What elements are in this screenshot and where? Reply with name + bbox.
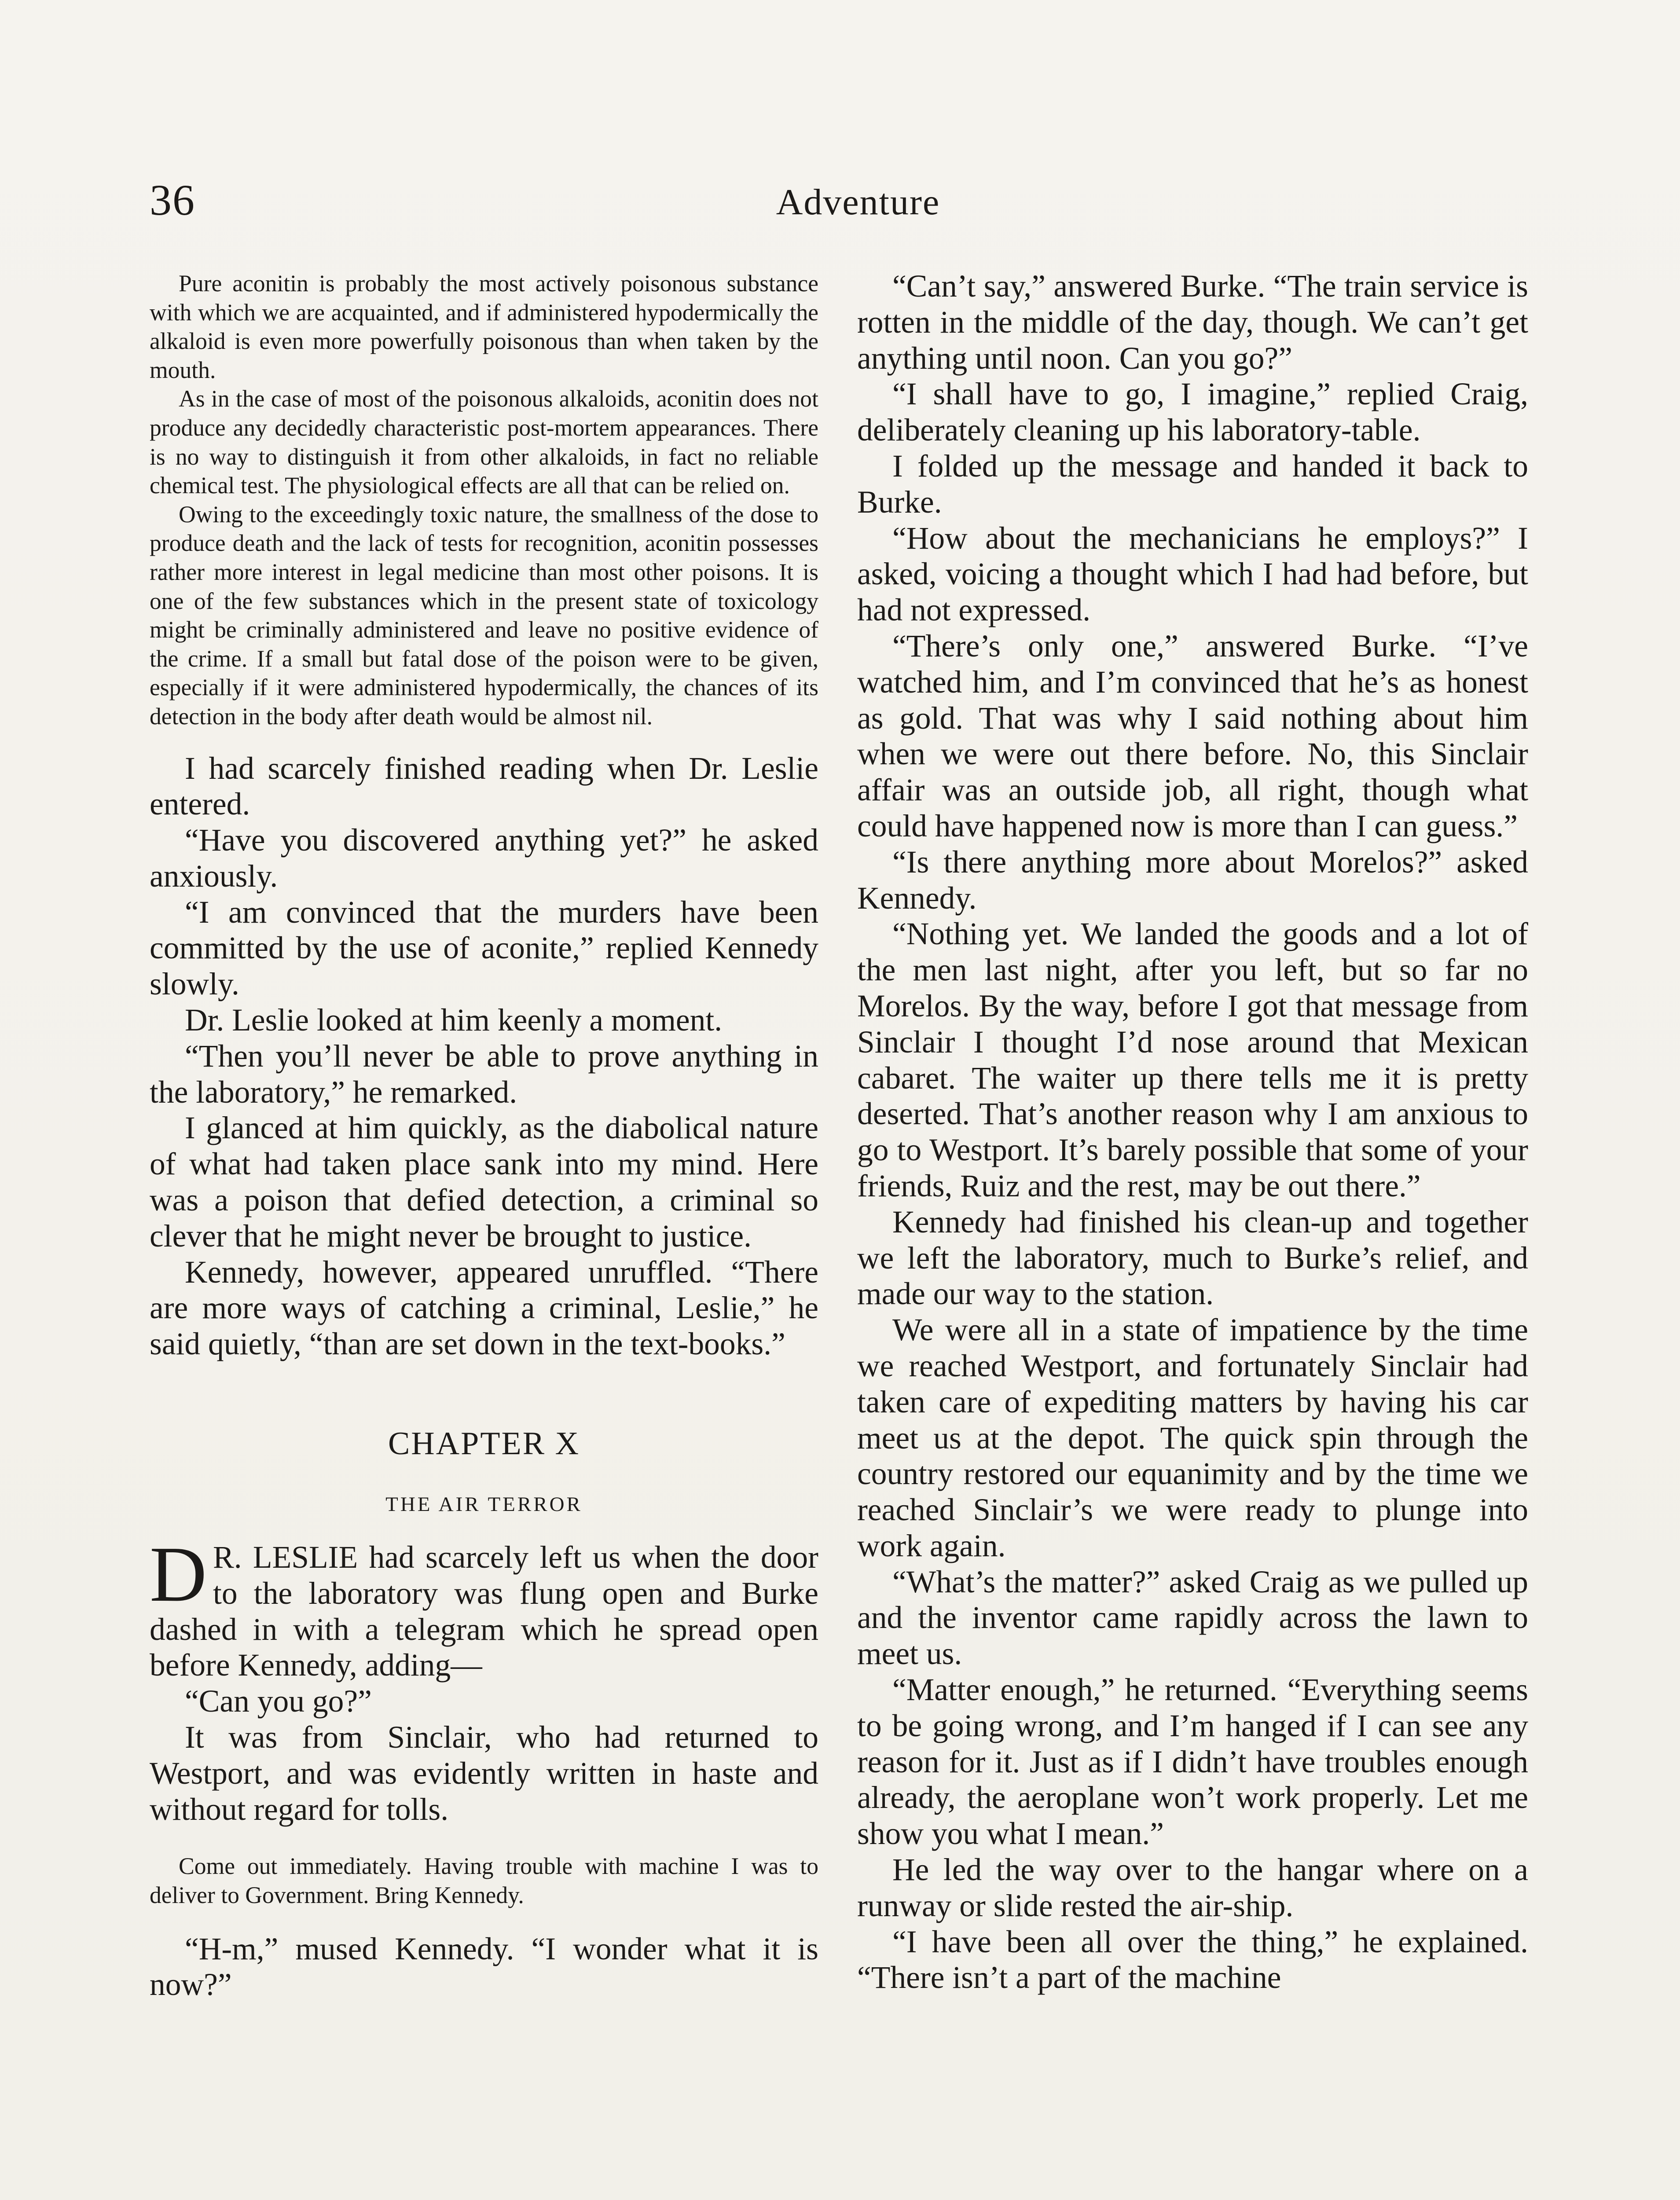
body-paragraph: “There’s only one,” answered Burke. “I’ve watched him, and I’m convinced that he’s as honest as gold. That was why I said nothing about him when we were out there before. No, this Sinclair affair was an outside job, all right, though what could have happened now is more than I can guess.” bbox=[857, 628, 1528, 843]
chapter-subtitle: THE AIR TERROR bbox=[385, 1493, 583, 1516]
body-paragraph: “Nothing yet. We landed the goods and a lot of the men last night, after you left, but so far no Morelos. By the way, before I got that message from Sinclair I thought I’d nose around that Mexican cabaret. The waiter up there tells me it is pretty deserted. That’s another reason why I am anxious to go to Westport. It’s barely possible that some of your friends, Ruiz and the rest, may be out there.” bbox=[857, 917, 1528, 1203]
body-paragraph: “Matter enough,” he returned. “Everything seems to be going wrong, and I’m hanged if I can see any reason for it. Just as if I didn’t have troubles enough already, the aeroplane won’t work properly. Let me show you what I mean.” bbox=[857, 1672, 1528, 1852]
body-paragraph: Dr. Leslie looked at him keenly a moment. bbox=[185, 1003, 723, 1038]
body-paragraph: “Can you go?” bbox=[185, 1684, 372, 1719]
chapter-title: CHAPTER X bbox=[388, 1426, 580, 1462]
telegram-text: Come out immediately. Having trouble with machine I was to deliver to Government. Bring Kennedy. bbox=[150, 1853, 818, 1909]
right-column bbox=[857, 268, 1528, 1996]
running-head-title: Adventure bbox=[776, 182, 940, 223]
body-paragraph: Kennedy, however, appeared unruffled. “There are more ways of catching a criminal, Leslie,” he said quietly, “than are set down in the text-books.” bbox=[150, 1254, 818, 1362]
body-paragraph: “Can’t say,” answered Burke. “The train service is rotten in the middle of the day, though. We can’t get anything until noon. Can you go?” bbox=[857, 269, 1528, 376]
body-paragraph: “I am convinced that the murders have been committed by the use of aconite,” replied Kennedy slowly. bbox=[150, 895, 818, 1002]
page-number: 36 bbox=[150, 176, 195, 224]
body-paragraph: “I shall have to go, I imagine,” replied Craig, deliberately cleaning up his laboratory-table. bbox=[857, 377, 1528, 448]
body-paragraph: “Have you discovered anything yet?” he asked anxiously. bbox=[150, 823, 818, 894]
body-paragraph: I glanced at him quickly, as the diabolical nature of what had taken place sank into my mind. Here was a poison that defied detection, a criminal so clever that he might never be brought to justice. bbox=[150, 1111, 818, 1254]
body-paragraph: It was from Sinclair, who had returned to Westport, and was evidently written in haste and without regard for tolls. bbox=[150, 1720, 818, 1827]
body-paragraph: We were all in a state of impatience by the time we reached Westport, and fortunately Sinclair had taken care of expediting matters by having his car meet us at the depot. The quick spin through the country restored our equanimity and by the time we reached Sinclair’s we were ready to plunge into work again. bbox=[857, 1313, 1528, 1563]
body-paragraph: He led the way over to the hangar where on a runway or slide rested the air-ship. bbox=[857, 1852, 1528, 1923]
spacer bbox=[150, 731, 818, 751]
body-paragraph: “H-m,” mused Kennedy. “I wonder what it is now?” bbox=[150, 1931, 818, 2002]
body-paragraph: “I have been all over the thing,” he explained. “There isn’t a part of the machine bbox=[857, 1924, 1528, 1995]
body-paragraph: “Then you’ll never be able to prove anything in the laboratory,” he remarked. bbox=[150, 1038, 818, 1110]
quoted-paragraph: As in the case of most of the poisonous alkaloids, aconitin does not produce any decidedly characteristic post-mortem appearances. There is no way to distinguish it from other alkaloids, in fact no reliable chemical test. The physiological effects are all that can be relied on. bbox=[150, 385, 818, 499]
body-paragraph: I folded up the message and handed it back to Burke. bbox=[857, 448, 1528, 520]
quoted-paragraph: Owing to the exceedingly toxic nature, the smallness of the dose to produce death and the lack of tests for recognition, aconitin possesses rather more interest in legal medicine than most other poisons. It is one of the few substances which in the present state of toxicology might be criminally administered and leave no positive evidence of the crime. If a small but fatal dose of the poison were to be given, especially if it were administered hypodermically, the chances of its detection in the body after death would be almost nil. bbox=[150, 501, 818, 730]
drop-cap: D bbox=[150, 1530, 207, 1618]
body-paragraph: “How about the mechanicians he employs?” I asked, voicing a thought which I had had before, but had not expressed. bbox=[857, 521, 1528, 628]
body-paragraph: I had scarcely finished reading when Dr. Leslie entered. bbox=[150, 751, 818, 822]
opening-text: R. LESLIE had scarcely left us when the door to the laboratory was flung open and Burke dashed in with a telegram which he spread open before Kennedy, adding— bbox=[150, 1540, 818, 1683]
body-paragraph: “Is there anything more about Morelos?” asked Kennedy. bbox=[857, 844, 1528, 916]
chapter-opening-paragraph bbox=[150, 1530, 818, 1683]
quoted-paragraph: Pure aconitin is probably the most actively poisonous substance with which we are acquainted, and if administered hypodermically the alkaloid is even more powerfully poisonous than when taken by the mouth. bbox=[150, 270, 818, 383]
body-paragraph: Kennedy had finished his clean-up and together we left the laboratory, much to Burke’s relief, and made our way to the station. bbox=[857, 1204, 1528, 1312]
left-column bbox=[150, 269, 818, 2003]
body-paragraph: “What’s the matter?” asked Craig as we pulled up and the inventor came rapidly across the lawn to meet us. bbox=[857, 1564, 1528, 1672]
